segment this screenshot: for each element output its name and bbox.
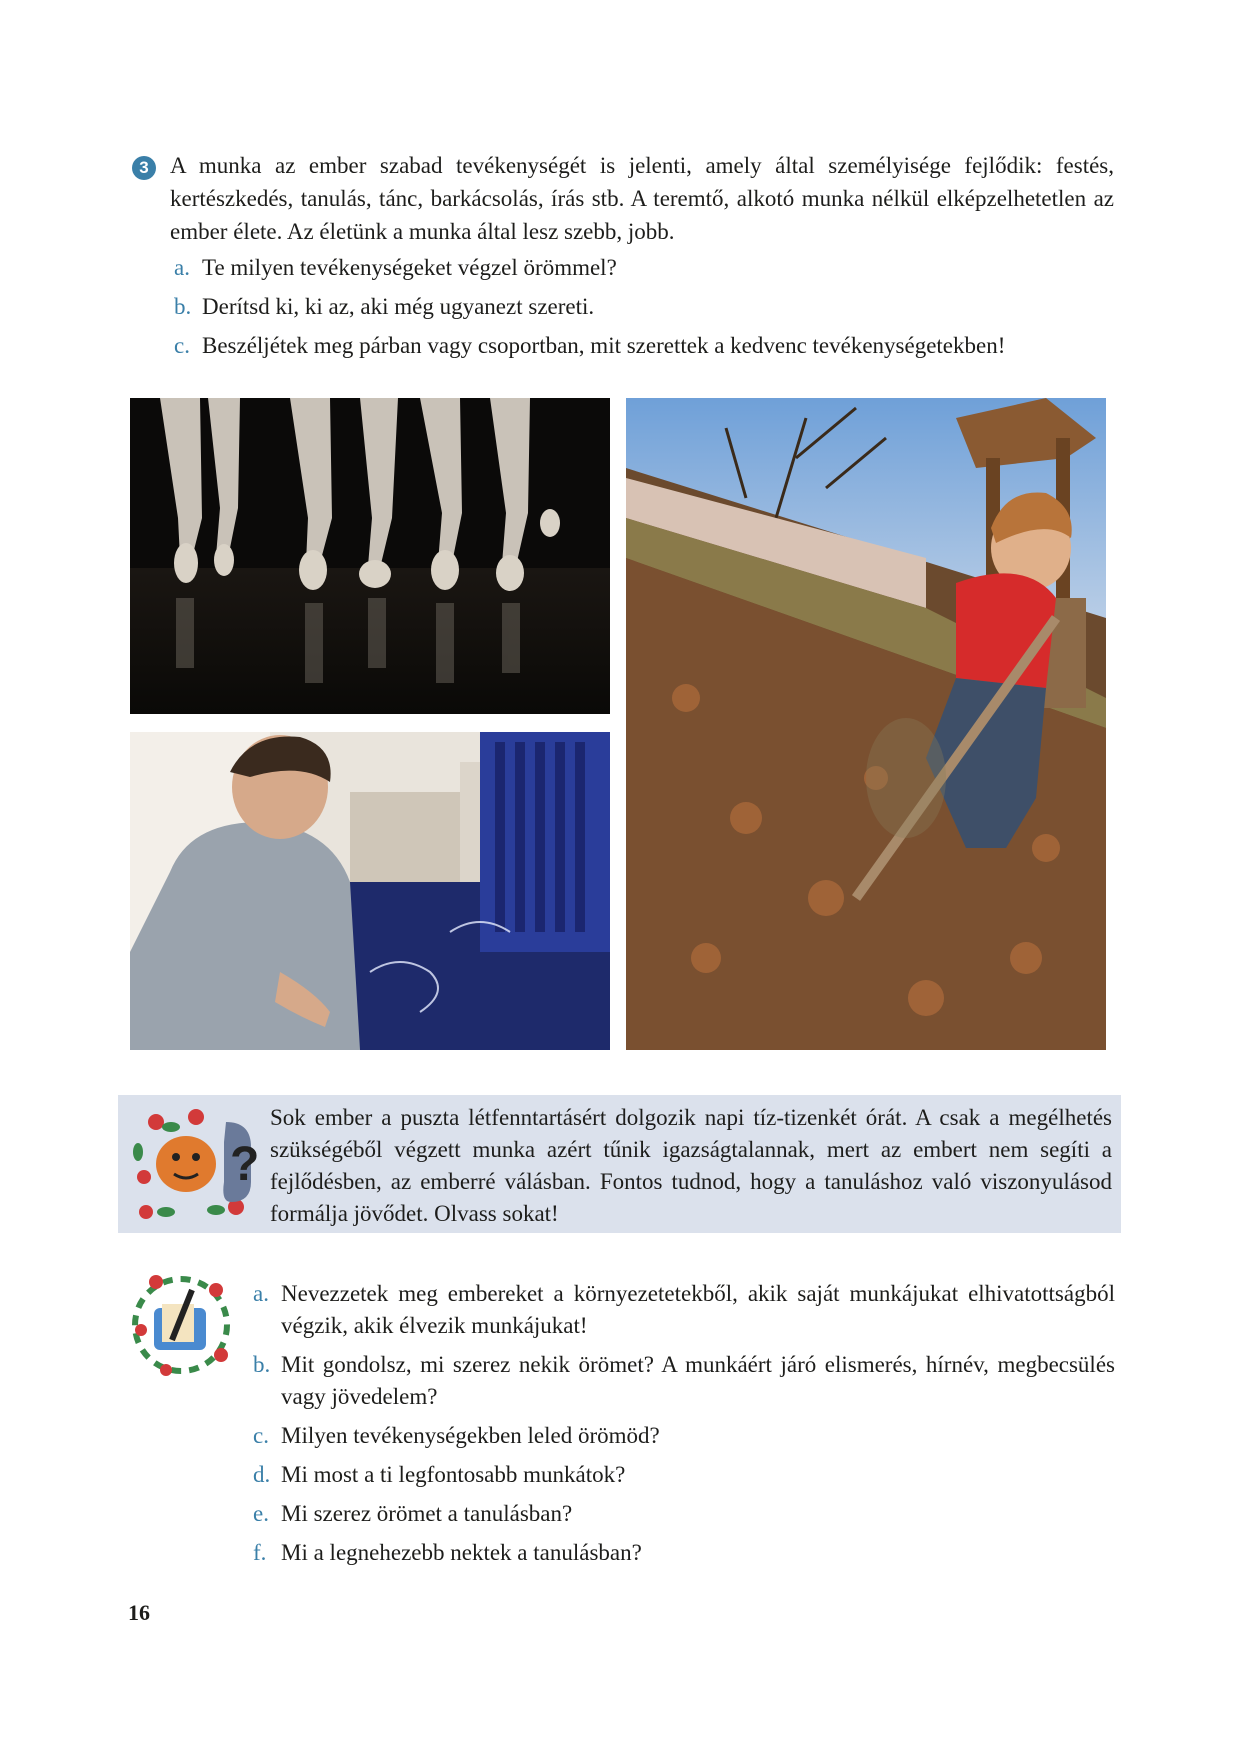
section-number-badge [132, 156, 156, 180]
list-item [174, 291, 1124, 323]
question-letter: a. [253, 1281, 269, 1306]
question-list [253, 1278, 1115, 1569]
svg-text:?: ? [230, 1138, 260, 1191]
ballet-dancers-photo [130, 398, 610, 714]
section-paragraph: A munka az ember szabad tevékenységét is jelenti, amely által személyisége fejlődik: festés, kertészkedés, tanulás, tánc, barkácsolás, írás stb. A teremtő, alkotó munka nélkül elképzelhetetlen az ember élete. Az életünk a munka által lesz szebb, jobb. [170, 153, 1114, 244]
question-text: Milyen tevékenységekben leled örömöd? [281, 1423, 660, 1448]
question-letter: d. [253, 1462, 271, 1487]
page-number: 16 [128, 1600, 150, 1625]
question-text: Nevezzetek meg embereket a környezetetekből, akik saját munkájukat elhivatottságból végzik, akik élvezik munkájukat! [281, 1281, 1115, 1338]
task-list [174, 252, 1124, 362]
question-text: Mi szerez örömet a tanulásban? [281, 1501, 573, 1526]
question-text: Mi a legnehezebb nektek a tanulásban? [281, 1540, 642, 1565]
section-number: 3 [139, 158, 149, 177]
list-item [253, 1349, 1115, 1413]
question-letter: f. [253, 1540, 267, 1565]
task-letter: a. [174, 255, 190, 280]
task-text: Derítsd ki, ki az, aki még ugyanezt szereti. [202, 294, 595, 319]
task-text: Beszéljétek meg párban vagy csoportban, mit szerettek a kedvenc tevékenységetekben! [202, 333, 1006, 358]
list-item [174, 252, 1124, 284]
question-letter: e. [253, 1501, 269, 1526]
boy-raking-leaves-photo [626, 398, 1106, 1050]
task-letter: c. [174, 333, 190, 358]
question-text: Mit gondolsz, mi szerez nekik örömet? A munkáért járó elismerés, hírnév, megbecsülés vagy jövedelem? [281, 1352, 1115, 1409]
list-item [174, 330, 1124, 362]
list-item [253, 1537, 1115, 1569]
writing-pencil-icon [126, 1270, 236, 1380]
list-item [253, 1420, 1115, 1452]
question-letter: c. [253, 1423, 269, 1448]
list-item [253, 1459, 1115, 1491]
question-text: Mi most a ti legfontosabb munkátok? [281, 1462, 626, 1487]
task-text: Te milyen tevékenységeket végzel örömmel? [202, 255, 617, 280]
info-text: Sok ember a puszta létfenntartásért dolgozik napi tíz-tizenkét órát. A csak a megélhetés szükségéből végzett munka azért tűnik igazságtalannak, mert az embert nem segíti a fejlődésben, az emberré válásban. Fontos tudnod, hogy a tanuláshoz való viszonyulásod formálja jövődet. Olvass sokat! [270, 1105, 1112, 1226]
question-letter: b. [253, 1352, 271, 1377]
boy-drawing-photo [130, 732, 610, 1050]
thinking-face-question-icon [126, 1102, 266, 1222]
list-item [253, 1278, 1115, 1342]
task-letter: b. [174, 294, 192, 319]
list-item [253, 1498, 1115, 1530]
